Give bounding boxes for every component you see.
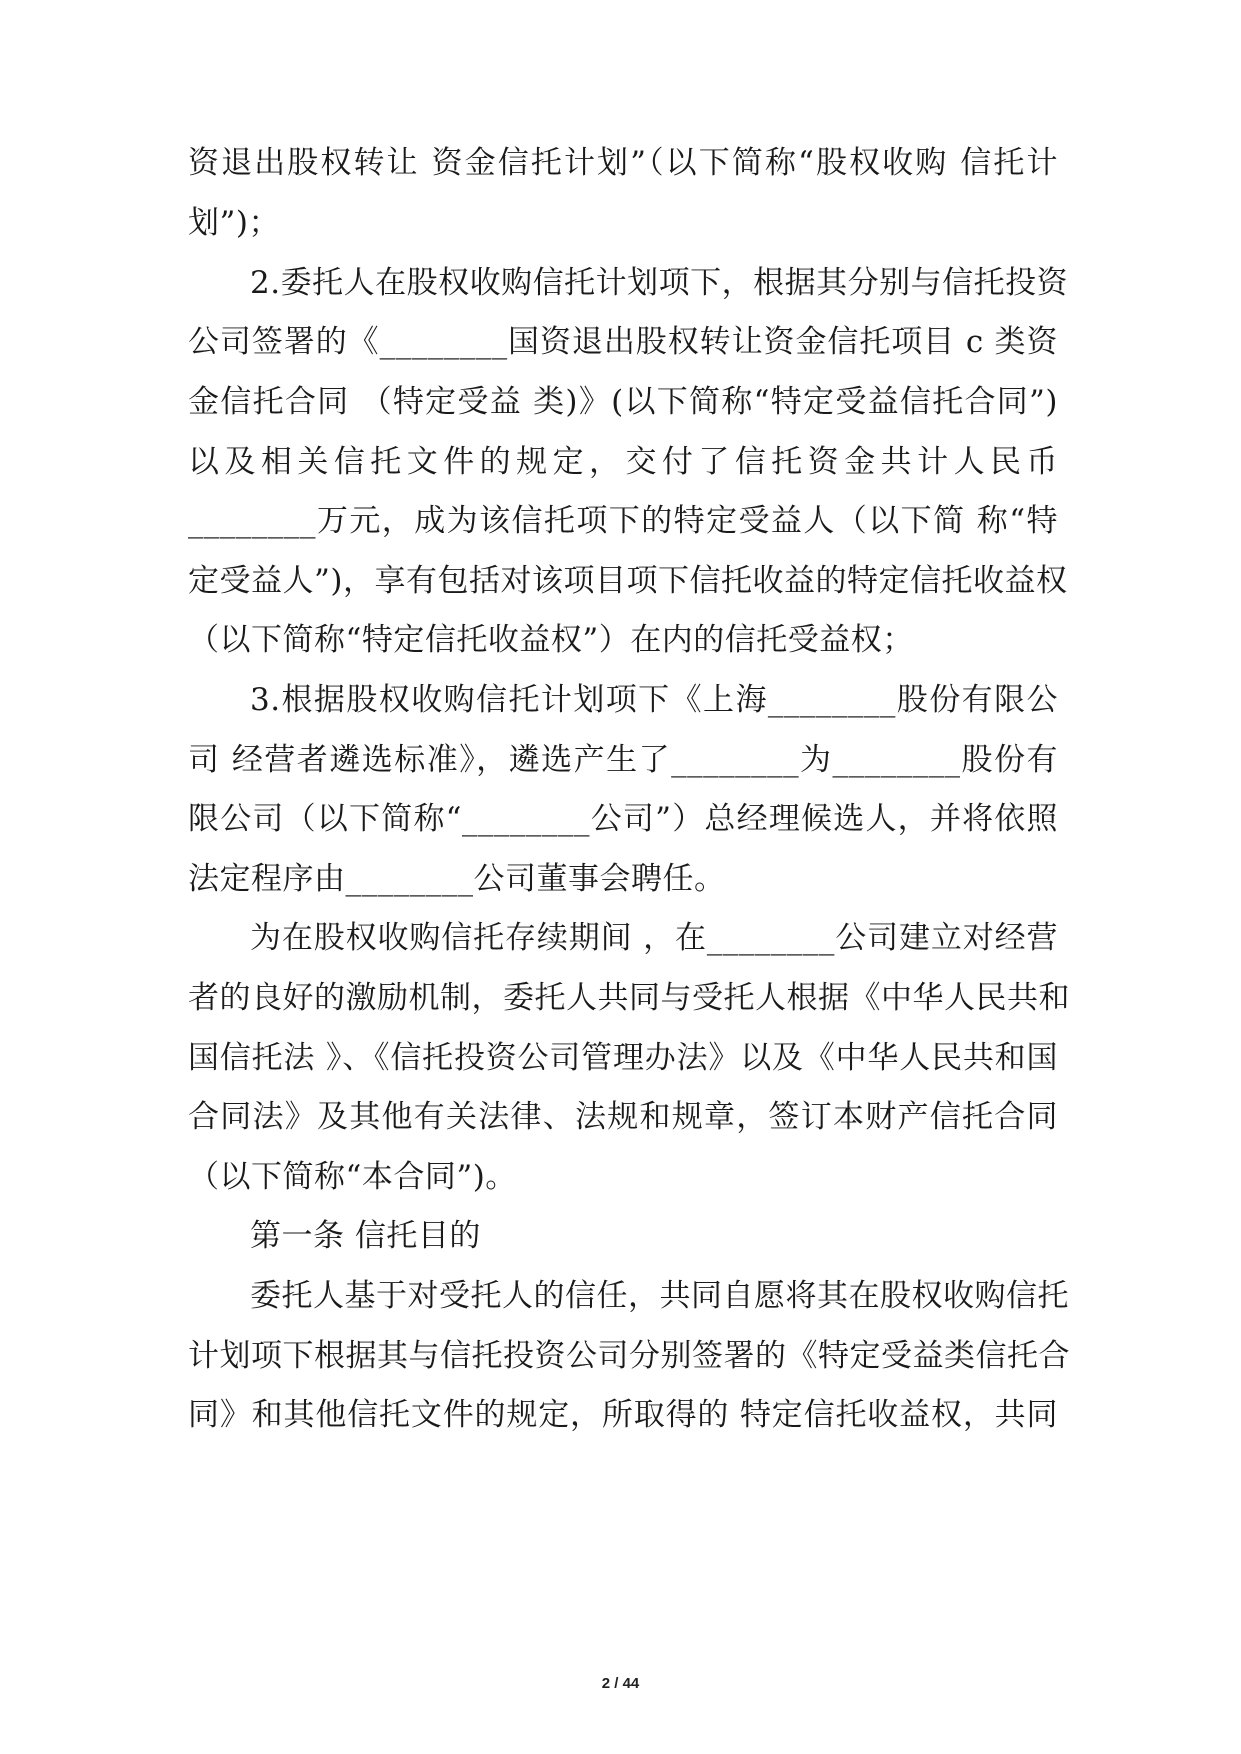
- body-text-line: （以下简称“特定信托收益权”）在内的信托受益权；: [188, 622, 914, 658]
- body-text-line: 合同法》及其他有关法律、法规和规章，签订本财产信托合同: [188, 1099, 1058, 1135]
- body-text-line: 以及相关信托文件的规定，交付了信托资金共计人民币: [188, 444, 1058, 480]
- body-text-line: 为在股权收购信托存续期间 ，在________公司建立对经营: [250, 920, 1058, 956]
- body-text-line: 金信托合同 （特定受益 类)》(以下简称“特定受益信托合同”): [188, 384, 1058, 420]
- body-text-line: 3.根据股权收购信托计划项下《上海________股份有限公: [250, 682, 1058, 718]
- body-text-line: （以下简称“本合同”)。: [188, 1159, 517, 1195]
- body-text-line: ________万元，成为该信托项下的特定受益人（以下简 称“特: [188, 503, 1058, 539]
- body-text-line: 同》和其他信托文件的规定，所取得的 特定信托收益权，共同: [188, 1397, 1058, 1433]
- body-text-line: 限公司（以下简称“________公司”）总经理候选人，并将依照: [188, 801, 1058, 837]
- body-text-line: 公司签署的《________国资退出股权转让资金信托项目 c 类资: [188, 324, 1058, 360]
- body-text-line: 划”)；: [188, 205, 280, 241]
- section-heading: 第一条 信托目的: [250, 1218, 481, 1254]
- body-text-line: 2.委托人在股权收购信托计划项下，根据其分别与信托投资: [250, 265, 1069, 301]
- body-text-line: 定受益人”)，享有包括对该项目项下信托收益的特定信托收益权: [188, 563, 1068, 599]
- page-number: 2 / 44: [601, 1675, 640, 1692]
- body-text-line: 司 经营者遴选标准》，遴选产生了________为________股份有: [188, 742, 1058, 778]
- body-text-line: 国信托法 》、《信托投资公司管理办法》以及《中华人民共和国: [188, 1040, 1058, 1076]
- body-text-line: 者的良好的激励机制，委托人共同与受托人根据《中华人民共和: [188, 980, 1070, 1016]
- body-text-line: 计划项下根据其与信托投资公司分别签署的《特定受益类信托合: [188, 1338, 1070, 1374]
- body-text-line: 资退出股权转让 资金信托计划”（以下简称“股权收购 信托计: [188, 145, 1058, 181]
- body-text-line: 委托人基于对受托人的信任，共同自愿将其在股权收购信托: [250, 1278, 1069, 1314]
- body-text-line: 法定程序由________公司董事会聘任。: [188, 861, 726, 897]
